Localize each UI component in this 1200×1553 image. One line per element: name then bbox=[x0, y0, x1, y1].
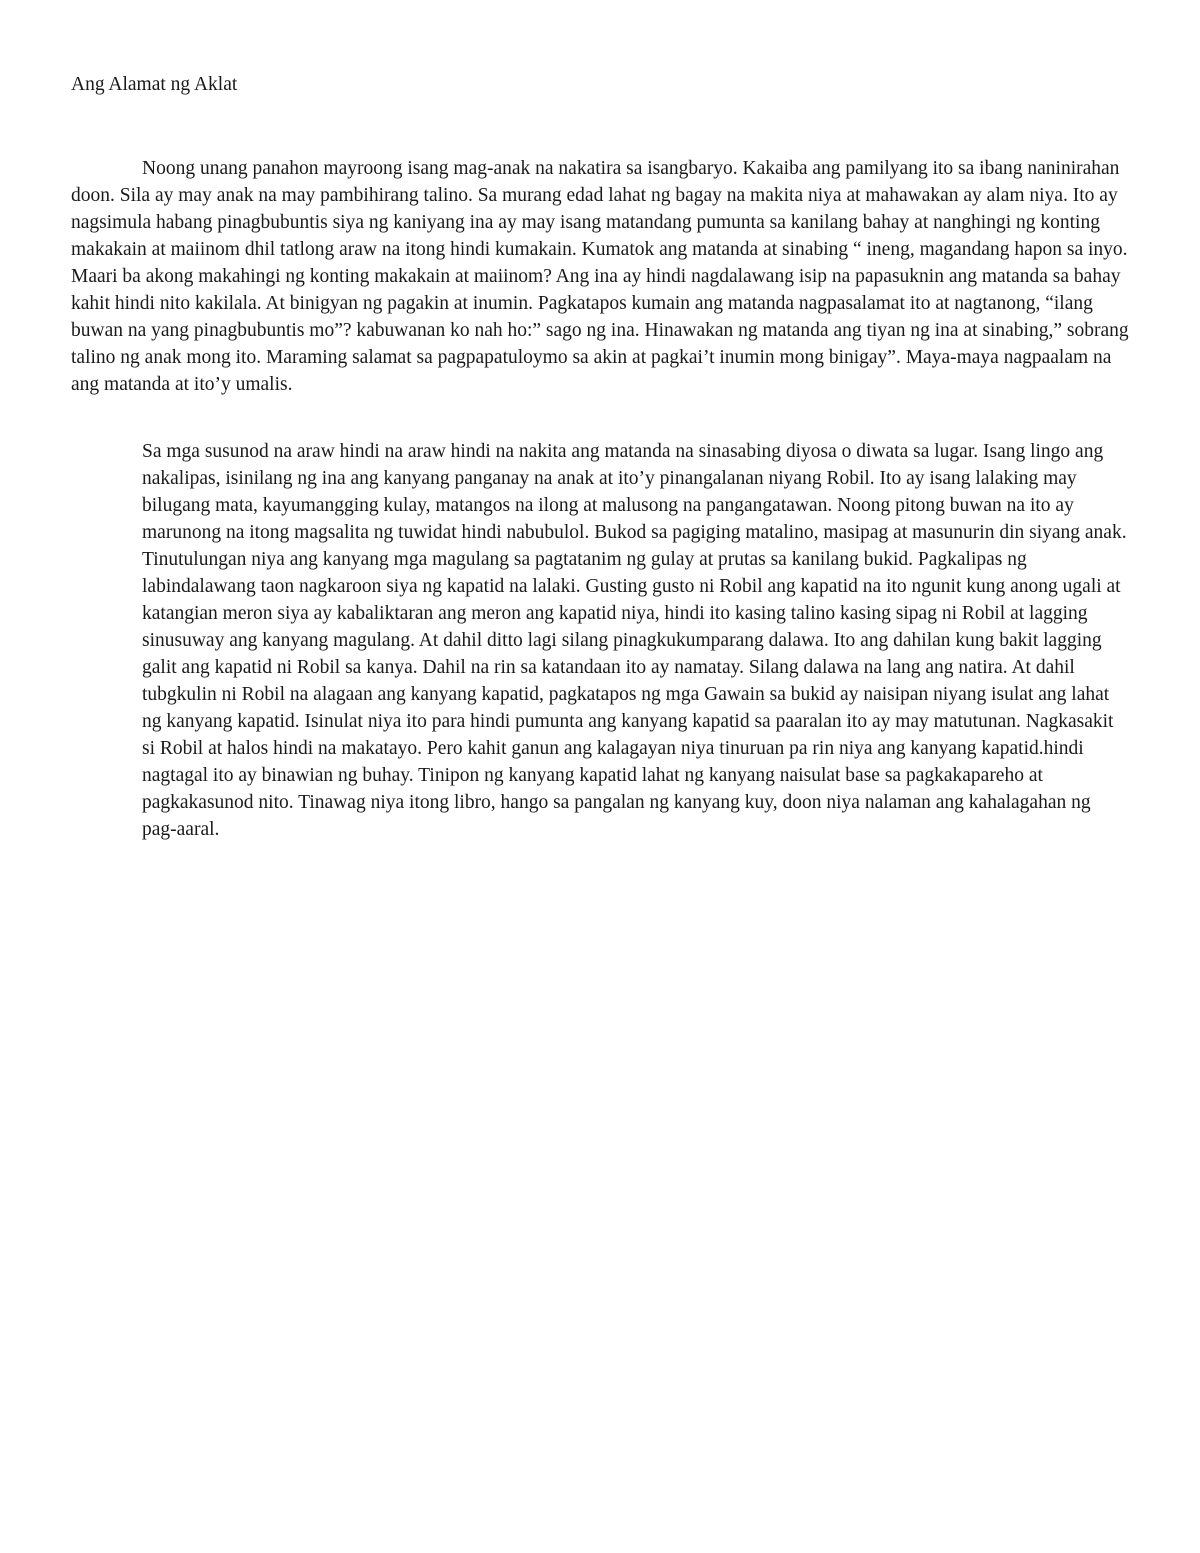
paragraph-second: Sa mga susunod na araw hindi na araw hindi na nakita ang matanda na sinasabing diyosa o diwata sa lugar. Isang lingo ang nakalipas, isinilang ng ina ang kanyang panganay na anak at ito’y pinangalanan niyang Robil. Ito ay isang lalaking may bilugang mata, kayumangging kulay, matangos na ilong at malusong na pangangatawan. Noong pitong buwan na ito ay marunong na itong magsalita ng tuwidat hindi nabubulol. Bukod sa pagiging matalino, masipag at masunurin din siyang anak. Tinutulungan niya ang kanyang mga magulang sa pagtatanim ng gulay at prutas sa kanilang bukid. Pagkalipas ng labindalawang taon nagkaroon siya ng kapatid na lalaki. Gusting gusto ni Robil ang kapatid na ito ngunit kung anong ugali at katangian meron siya ay kabaliktaran ang meron ang kapatid niya, hindi ito kasing talino kasing sipag ni Robil at lagging sinusuway ang kanyang magulang. At dahil ditto lagi silang pinagkukumparang dalawa. Ito ang dahilan kung bakit lagging galit ang kapatid ni Robil sa kanya. Dahil na rin sa katandaan ito ay namatay. Silang dalawa na lang ang natira. At dahil tubgkulin ni Robil na alagaan ang kanyang kapatid, pagkatapos ng mga Gawain sa bukid ay naisipan niyang isulat ang lahat ng kanyang kapatid. Isinulat niya ito para hindi pumunta ang kanyang kapatid sa paaralan ito ay may matutunan. Nagkasakit si Robil at halos hindi na makatayo. Pero kahit ganun ang kalagayan niya tinuruan pa rin niya ang kanyang kapatid.hindi nagtagal ito ay binawian ng buhay. Tinipon ng kanyang kapatid lahat ng kanyang naisulat base sa pagkakapareho at pagkakasunod nito. Tinawag niya itong libro, hango sa pangalan ng kanyang kuy, doon niya nalaman ang kahalagahan ng pag-aaral. bbox=[142, 441, 1127, 840]
paragraph-first: Noong unang panahon mayroong isang mag-anak na nakatira sa isangbaryo. Kakaiba ang pamilyang ito sa ibang naninirahan doon. Sila ay may anak na may pambihirang talino. Sa murang edad lahat ng bagay na makita niya at mahawakan ay alam niya. Ito ay nagsimula habang pinagbubuntis siya ng kaniyang ina ay may isang matandang pumunta sa kanilang bahay at nanghingi ng konting makakain at maiinom dhil tatlong araw na itong hindi kumakain. Kumatok ang matanda at sinabing “ ineng, magandang hapon sa inyo. Maari ba akong makahingi ng konting makakain at maiinom? Ang ina ay hindi nagdalawang isip na papasuknin ang matanda sa bahay kahit hindi nito kakilala. At binigyan ng pagakin at inumin. Pagkatapos kumain ang matanda nagpasalamat ito at nagtanong, “ilang buwan na yang pinagbubuntis mo”? kabuwanan ko nah ho:” sago ng ina. Hinawakan ng matanda ang tiyan ng ina at sinabing,” sobrang talino ng anak mong ito. Maraming salamat sa pagpapatuloymo sa akin at pagkai’t inumin mong binigay”. Maya-maya nagpaalam na ang matanda at ito’y umalis. bbox=[71, 158, 1129, 395]
document-title: Ang Alamat ng Aklat bbox=[71, 74, 238, 95]
